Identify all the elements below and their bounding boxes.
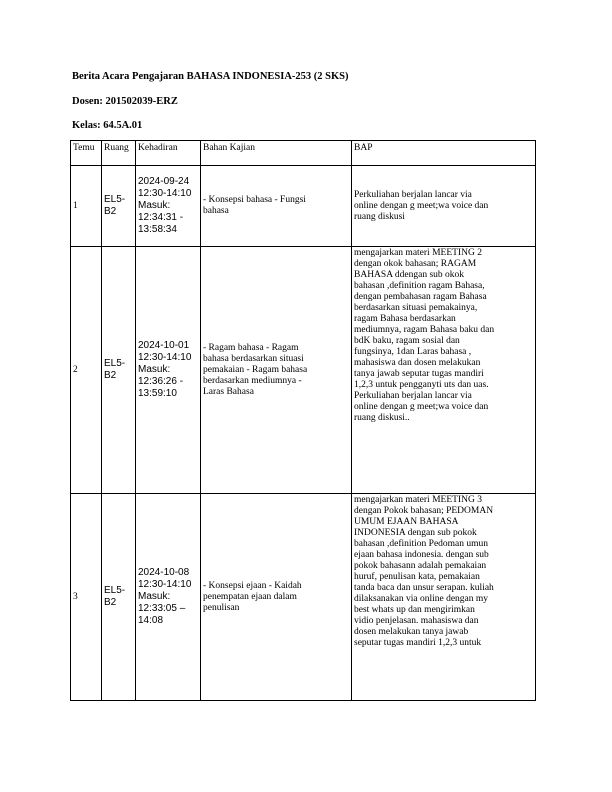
column-header-kehadiran: Kehadiran	[136, 141, 201, 166]
cell-temu: 1	[71, 166, 102, 247]
lecturer-line: Dosen: 201502039-ERZ	[72, 96, 178, 107]
table-header-row	[71, 141, 536, 166]
cell-temu: 3	[71, 494, 102, 701]
column-header-bap: BAP	[352, 141, 536, 166]
column-header-bahan-kajian: Bahan Kajian	[201, 141, 352, 166]
report-title: Berita Acara Pengajaran BAHASA INDONESIA-253 (2 SKS)	[72, 71, 349, 82]
cell-kehadiran: 2024-10-01 12:30-14:10 Masuk: 12:36:26 - 13:59:10	[136, 247, 201, 494]
cell-temu: 2	[71, 247, 102, 494]
class-line: Kelas: 64.5A.01	[72, 120, 143, 131]
cell-kehadiran: 2024-09-24 12:30-14:10 Masuk: 12:34:31 - 13:58:34	[136, 166, 201, 247]
cell-ruang: EL5- B2	[102, 247, 136, 494]
table-row	[71, 494, 536, 701]
column-header-ruang: Ruang	[102, 141, 136, 166]
cell-ruang: EL5- B2	[102, 494, 136, 701]
cell-kehadiran: 2024-10-08 12:30-14:10 Masuk: 12:33:05 – 14:08	[136, 494, 201, 701]
cell-bap: Perkuliahan berjalan lancar via online dengan g meet;wa voice dan ruang diskusi	[352, 166, 536, 247]
cell-ruang: EL5- B2	[102, 166, 136, 247]
cell-bahan-kajian: - Konsepsi bahasa - Fungsi bahasa	[201, 166, 352, 247]
table-row	[71, 166, 536, 247]
cell-bap: mengajarkan materi MEETING 2 dengan okok bahasan; RAGAM BAHASA ddengan sub okok bahasan ,definition ragam Bahasa, dengan pembahasan ragam Bahasa berdasarkan situasi pemakainya, ragam Bahasa berdasarkan mediumnya, ragam Bahasa baku dan bdK baku, ragam sosial dan fungsinya, 1dan Laras bahasa , mahasiswa dan dosen melakukan tanya jawab seputar tugas mandiri 1,2,3 untuk pengganyti uts dan uas. Perkuliahan berjalan lancar via online dengan g meet;wa voice dan ruang diskusi..	[352, 247, 536, 494]
cell-bap: mengajarkan materi MEETING 3 dengan Pokok bahasan; PEDOMAN UMUM EJAAN BAHASA INDONESIA dengan sub pokok bahasan ,definition Pedoman umun ejaan bahasa indonesia. dengan sub pokok bahasann adalah pemakaian huruf, penulisan kata, pemakaian tanda baca dan unsur serapan. kuliah dilaksanakan via online dengan my best whats up dan mengirimkan vidio penjelasan. mahasiswa dan dosen melakukan tanya jawab seputar tugas mandiri 1,2,3 untuk	[352, 494, 536, 701]
teaching-record-table	[70, 140, 536, 701]
column-header-temu: Temu	[71, 141, 102, 166]
cell-bahan-kajian: - Konsepsi ejaan - Kaidah penempatan ejaan dalam penulisan	[201, 494, 352, 701]
table-row	[71, 247, 536, 494]
cell-bahan-kajian: - Ragam bahasa - Ragam bahasa berdasarkan situasi pemakaian - Ragam bahasa berdasarkan mediumnya - Laras Bahasa	[201, 247, 352, 494]
